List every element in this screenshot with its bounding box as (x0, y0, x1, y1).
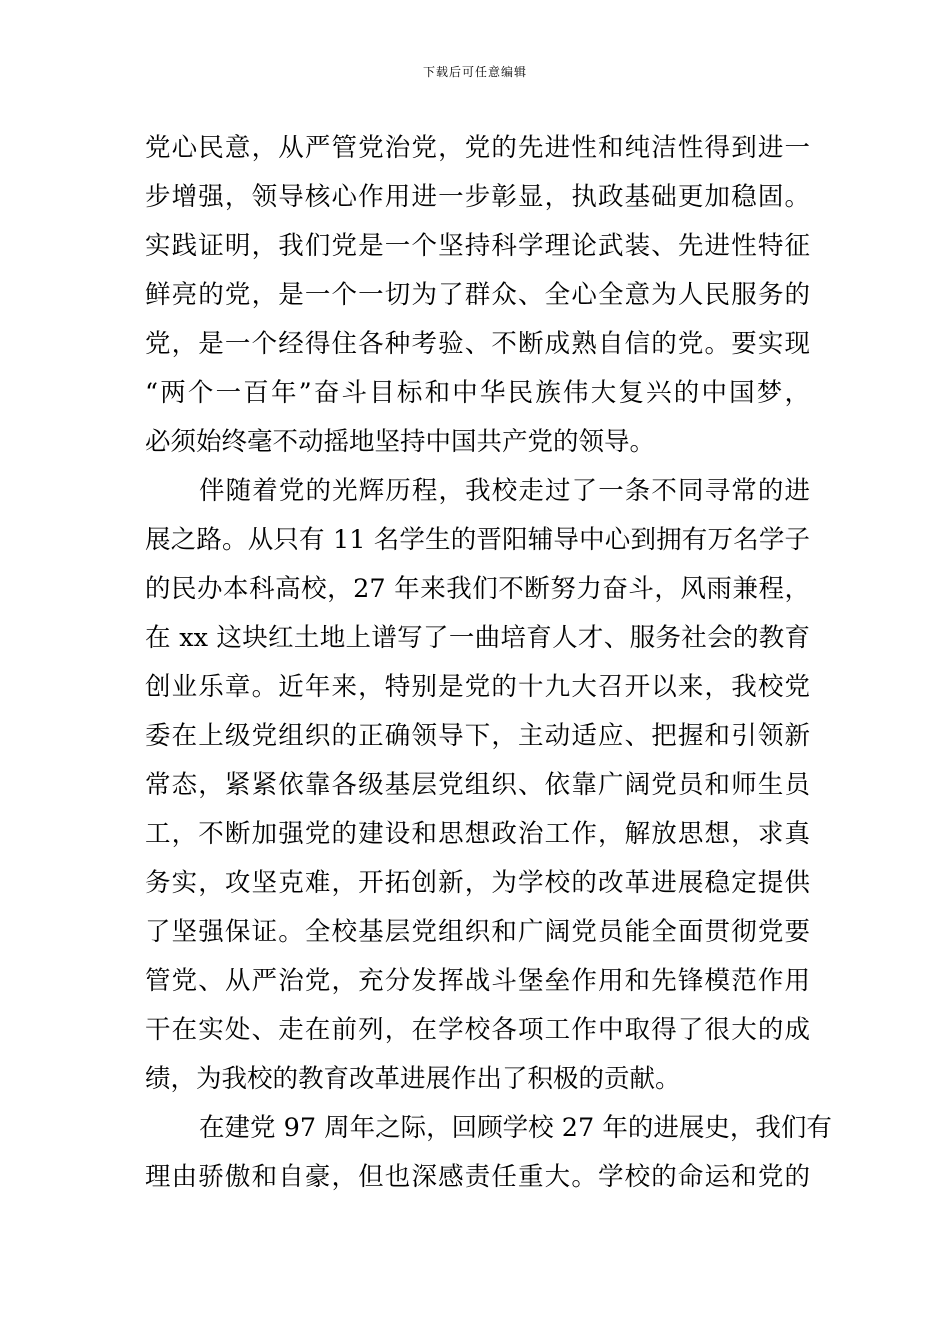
text-line: 委在上级党组织的正确领导下，主动适应、把握和引领新 (145, 721, 810, 751)
text-line: 干在实处、走在前列，在学校各项工作中取得了很大的成 (145, 1015, 810, 1045)
text-line: 理由骄傲和自豪，但也深感责任重大。学校的命运和党的 (145, 1162, 810, 1192)
text-line: 的民办本科高校，27 年来我们不断努力奋斗，风雨兼程， (145, 574, 810, 604)
text-line: 在 xx 这块红土地上谱写了一曲培育人才、服务社会的教育 (145, 623, 810, 653)
paragraph-2 (145, 467, 810, 1104)
text-line: 在建党 97 周年之际，回顾学校 27 年的进展史，我们有 (199, 1113, 832, 1143)
text-line: 步增强，领导核心作用进一步彰显，执政基础更加稳固。 (145, 182, 810, 212)
paragraph-3 (145, 1104, 832, 1202)
text-line: 实践证明，我们党是一个坚持科学理论武装、先进性特征 (145, 231, 810, 261)
text-line: 党，是一个经得住各种考验、不断成熟自信的党。要实现 (145, 329, 810, 359)
text-line: 伴随着党的光辉历程，我校走过了一条不同寻常的进 (199, 476, 810, 506)
page-header: 下载后可任意编辑 (422, 65, 527, 79)
text-line: 党心民意，从严管党治党，党的先进性和纯洁性得到进一 (145, 133, 810, 163)
text-line: 常态，紧紧依靠各级基层党组织、依靠广阔党员和师生员 (145, 770, 810, 800)
paragraph-1 (145, 124, 810, 467)
text-line: 必须始终毫不动摇地坚持中国共产党的领导。 (145, 427, 656, 457)
text-line: “两个一百年”奋斗目标和中华民族伟大复兴的中国梦， (145, 378, 810, 408)
text-line: 鲜亮的党，是一个一切为了群众、全心全意为人民服务的 (145, 280, 810, 310)
text-line: 了坚强保证。全校基层党组织和广阔党员能全面贯彻党要 (145, 917, 810, 947)
text-line: 创业乐章。近年来，特别是党的十九大召开以来，我校党 (145, 672, 810, 702)
text-line: 管党、从严治党，充分发挥战斗堡垒作用和先锋模范作用 (145, 966, 810, 996)
document-body (145, 124, 832, 1202)
text-line: 展之路。从只有 11 名学生的晋阳辅导中心到拥有万名学子 (145, 525, 810, 555)
text-line: 工，不断加强党的建设和思想政治工作，解放思想，求真 (145, 819, 810, 849)
text-line: 务实，攻坚克难，开拓创新，为学校的改革进展稳定提供 (145, 868, 810, 898)
text-line: 绩，为我校的教育改革进展作出了积极的贡献。 (145, 1064, 681, 1094)
